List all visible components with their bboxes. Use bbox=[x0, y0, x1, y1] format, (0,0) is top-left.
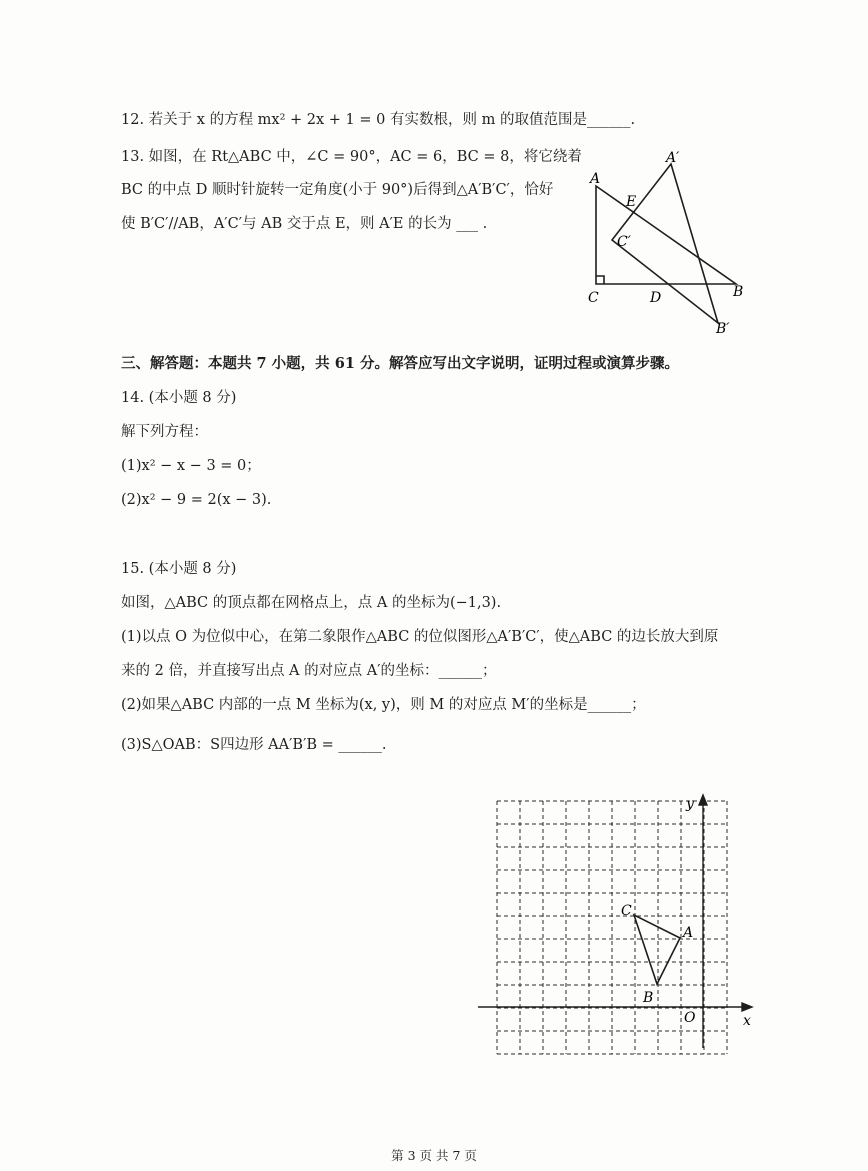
triangle-abc-grid bbox=[634, 915, 680, 984]
axis-label-y: y bbox=[686, 796, 694, 812]
label-c-prime: C′ bbox=[617, 234, 631, 250]
question-14-header: 14. (本小题 8 分) bbox=[121, 390, 237, 406]
question-15-part-1-line-1: (1)以点 O 为位似中心，在第二象限作△ABC 的位似图形△A′B′C′，使△ABC 的边长放大到原 bbox=[121, 629, 719, 645]
question-15-part-2: (2)如果△ABC 内部的一点 M 坐标为(x, y)，则 M 的对应点 M′的坐标是______； bbox=[121, 697, 646, 713]
question-13-line-3: 使 B′C′//AB，A′C′与 AB 交于点 E，则 A′E 的长为 ___ . bbox=[121, 216, 488, 232]
axis-label-x: x bbox=[743, 1013, 751, 1029]
y-axis-arrow bbox=[699, 795, 707, 805]
question-14-intro: 解下列方程： bbox=[121, 424, 208, 440]
label-b-prime: B′ bbox=[716, 321, 730, 337]
question-13-line-1: 13. 如图，在 Rt△ABC 中，∠C = 90°，AC = 6，BC = 8，将它绕着 bbox=[121, 149, 582, 165]
question-12: 12. 若关于 x 的方程 mx² + 2x + 1 = 0 有实数根，则 m 的取值范围是______. bbox=[121, 112, 636, 128]
question-14-part-2: (2)x² − 9 = 2(x − 3). bbox=[121, 492, 272, 508]
label-a: A bbox=[590, 171, 601, 187]
point-label-b: B bbox=[643, 990, 654, 1006]
label-e: E bbox=[626, 194, 637, 210]
coordinate-grid-figure bbox=[470, 788, 770, 1058]
label-b: B bbox=[733, 284, 744, 300]
right-angle-mark bbox=[596, 276, 604, 284]
question-13-line-2: BC 的中点 D 顺时针旋转一定角度(小于 90°)后得到△A′B′C′，恰好 bbox=[121, 182, 554, 198]
label-a-prime: A′ bbox=[666, 150, 680, 166]
question-14-part-1: (1)x² − x − 3 = 0； bbox=[121, 458, 261, 474]
rotation-figure bbox=[580, 140, 760, 340]
origin-label: O bbox=[684, 1010, 696, 1026]
label-d: D bbox=[650, 290, 662, 306]
point-label-c: C bbox=[621, 903, 632, 919]
question-15-intro: 如图，△ABC 的顶点都在网格点上，点 A 的坐标为(−1,3). bbox=[121, 595, 502, 611]
x-axis-arrow bbox=[742, 1003, 752, 1011]
section-3-heading: 三、解答题：本题共 7 小题，共 61 分。解答应写出文字说明，证明过程或演算步骤。 bbox=[121, 355, 679, 372]
question-15-part-3: (3)S△OAB：S四边形 AA′B′B = ______. bbox=[121, 737, 387, 753]
page-footer: 第 3 页 共 7 页 bbox=[391, 1148, 477, 1163]
question-15-header: 15. (本小题 8 分) bbox=[121, 561, 237, 577]
point-label-a: A bbox=[683, 925, 694, 941]
question-15-part-1-line-2: 来的 2 倍，并直接写出点 A 的对应点 A′的坐标：______； bbox=[121, 663, 497, 679]
label-c: C bbox=[588, 290, 599, 306]
